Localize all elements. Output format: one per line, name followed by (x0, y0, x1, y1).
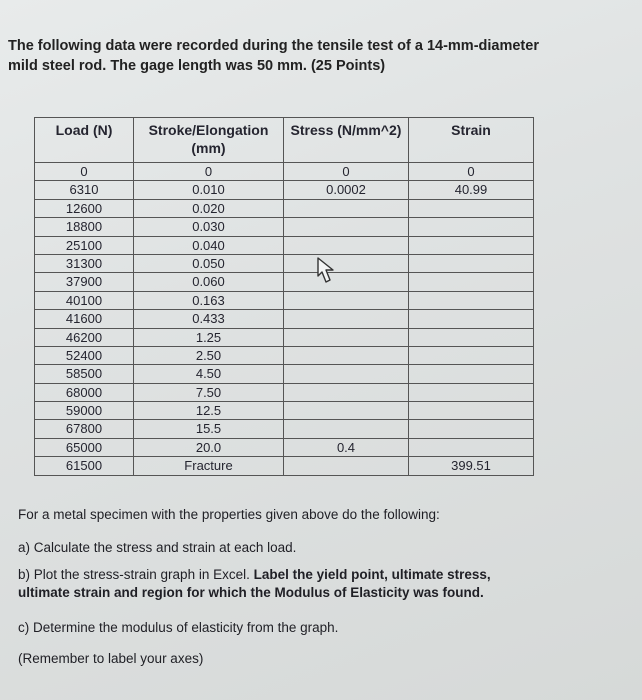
cell-load: 41600 (35, 310, 134, 328)
table-row (35, 254, 534, 272)
intro-line-2-text: mild steel rod. The gage length was 50 mm. (8, 58, 307, 74)
table-row (35, 457, 534, 475)
tensile-data-table (34, 117, 534, 476)
table-header-row (35, 118, 534, 163)
cell-elongation: 0.030 (134, 218, 284, 236)
cell-strain (409, 273, 534, 291)
cell-stress (284, 346, 409, 364)
table-row (35, 402, 534, 420)
cell-elongation: 0.163 (134, 291, 284, 309)
task-note: (Remember to label your axes) (18, 651, 204, 666)
cell-elongation: 7.50 (134, 383, 284, 401)
cell-load: 25100 (35, 236, 134, 254)
table-row (35, 420, 534, 438)
cell-load: 59000 (35, 402, 134, 420)
task-c: c) Determine the modulus of elasticity from the graph. (18, 620, 339, 635)
cell-strain (409, 199, 534, 217)
cell-elongation: 12.5 (134, 402, 284, 420)
cell-elongation: 4.50 (134, 365, 284, 383)
cell-stress (284, 199, 409, 217)
table-row (35, 291, 534, 309)
cell-elongation: 1.25 (134, 328, 284, 346)
cell-load: 68000 (35, 383, 134, 401)
task-b-text: b) Plot the stress-strain graph in Excel. (18, 567, 254, 582)
cell-elongation: 0 (134, 163, 284, 181)
cell-load: 65000 (35, 438, 134, 456)
cell-elongation: 0.020 (134, 199, 284, 217)
cell-strain (409, 236, 534, 254)
cell-strain (409, 438, 534, 456)
cell-stress: 0 (284, 163, 409, 181)
cell-strain: 399.51 (409, 457, 534, 475)
cell-stress (284, 254, 409, 272)
intro-line-2 (8, 56, 608, 76)
cell-stress: 0.0002 (284, 181, 409, 199)
cell-strain: 40.99 (409, 181, 534, 199)
cell-stress (284, 402, 409, 420)
cell-load: 46200 (35, 328, 134, 346)
cell-stress (284, 236, 409, 254)
table-row (35, 273, 534, 291)
table-row (35, 181, 534, 199)
table-row (35, 218, 534, 236)
table-row (35, 328, 534, 346)
cell-stress (284, 218, 409, 236)
cell-load: 6310 (35, 181, 134, 199)
problem-statement (8, 36, 608, 76)
table-row (35, 438, 534, 456)
cell-load: 12600 (35, 199, 134, 217)
mouse-pointer-icon (312, 254, 342, 290)
cell-stress (284, 383, 409, 401)
task-a: a) Calculate the stress and strain at each load. (18, 540, 297, 555)
cell-load: 58500 (35, 365, 134, 383)
cell-elongation: 2.50 (134, 346, 284, 364)
cell-strain (409, 346, 534, 364)
header-stress: Stress (N/mm^2) (284, 118, 409, 163)
cell-strain (409, 310, 534, 328)
cell-elongation: 0.433 (134, 310, 284, 328)
cell-load: 61500 (35, 457, 134, 475)
table-row (35, 365, 534, 383)
cell-load: 0 (35, 163, 134, 181)
header-load: Load (N) (35, 118, 134, 163)
table-body (35, 163, 534, 476)
cell-strain (409, 254, 534, 272)
cell-stress: 0.4 (284, 438, 409, 456)
cell-strain (409, 420, 534, 438)
header-elongation: Stroke/Elongation (mm) (134, 118, 284, 163)
cell-elongation: 0.040 (134, 236, 284, 254)
cell-load: 40100 (35, 291, 134, 309)
task-b (18, 566, 491, 602)
cell-strain (409, 365, 534, 383)
cell-load: 67800 (35, 420, 134, 438)
table-row (35, 236, 534, 254)
points-label: (25 Points) (310, 58, 386, 74)
cell-stress (284, 310, 409, 328)
cell-load: 31300 (35, 254, 134, 272)
cell-elongation: 0.050 (134, 254, 284, 272)
cell-strain: 0 (409, 163, 534, 181)
cell-load: 52400 (35, 346, 134, 364)
cell-strain (409, 291, 534, 309)
table-row (35, 163, 534, 181)
table-row (35, 310, 534, 328)
table-row (35, 346, 534, 364)
task-b-bold-1: Label the yield point, ultimate stress, (253, 567, 491, 582)
cell-stress (284, 365, 409, 383)
cell-stress (284, 291, 409, 309)
cell-stress (284, 273, 409, 291)
cell-stress (284, 328, 409, 346)
cell-stress (284, 420, 409, 438)
cell-strain (409, 383, 534, 401)
task-intro: For a metal specimen with the properties given above do the following: (18, 507, 440, 522)
task-b-bold-2: ultimate strain and region for which the Modulus of Elasticity was found. (18, 585, 484, 600)
intro-line-1: The following data were recorded during the tensile test of a 14-mm-diameter (8, 38, 539, 54)
header-strain: Strain (409, 118, 534, 163)
cell-strain (409, 218, 534, 236)
table-row (35, 199, 534, 217)
cell-load: 37900 (35, 273, 134, 291)
cell-elongation: 0.060 (134, 273, 284, 291)
cell-elongation: 15.5 (134, 420, 284, 438)
cell-elongation: 0.010 (134, 181, 284, 199)
table-row (35, 383, 534, 401)
cell-strain (409, 328, 534, 346)
cell-strain (409, 402, 534, 420)
cell-load: 18800 (35, 218, 134, 236)
cell-elongation: Fracture (134, 457, 284, 475)
cell-stress (284, 457, 409, 475)
cell-elongation: 20.0 (134, 438, 284, 456)
